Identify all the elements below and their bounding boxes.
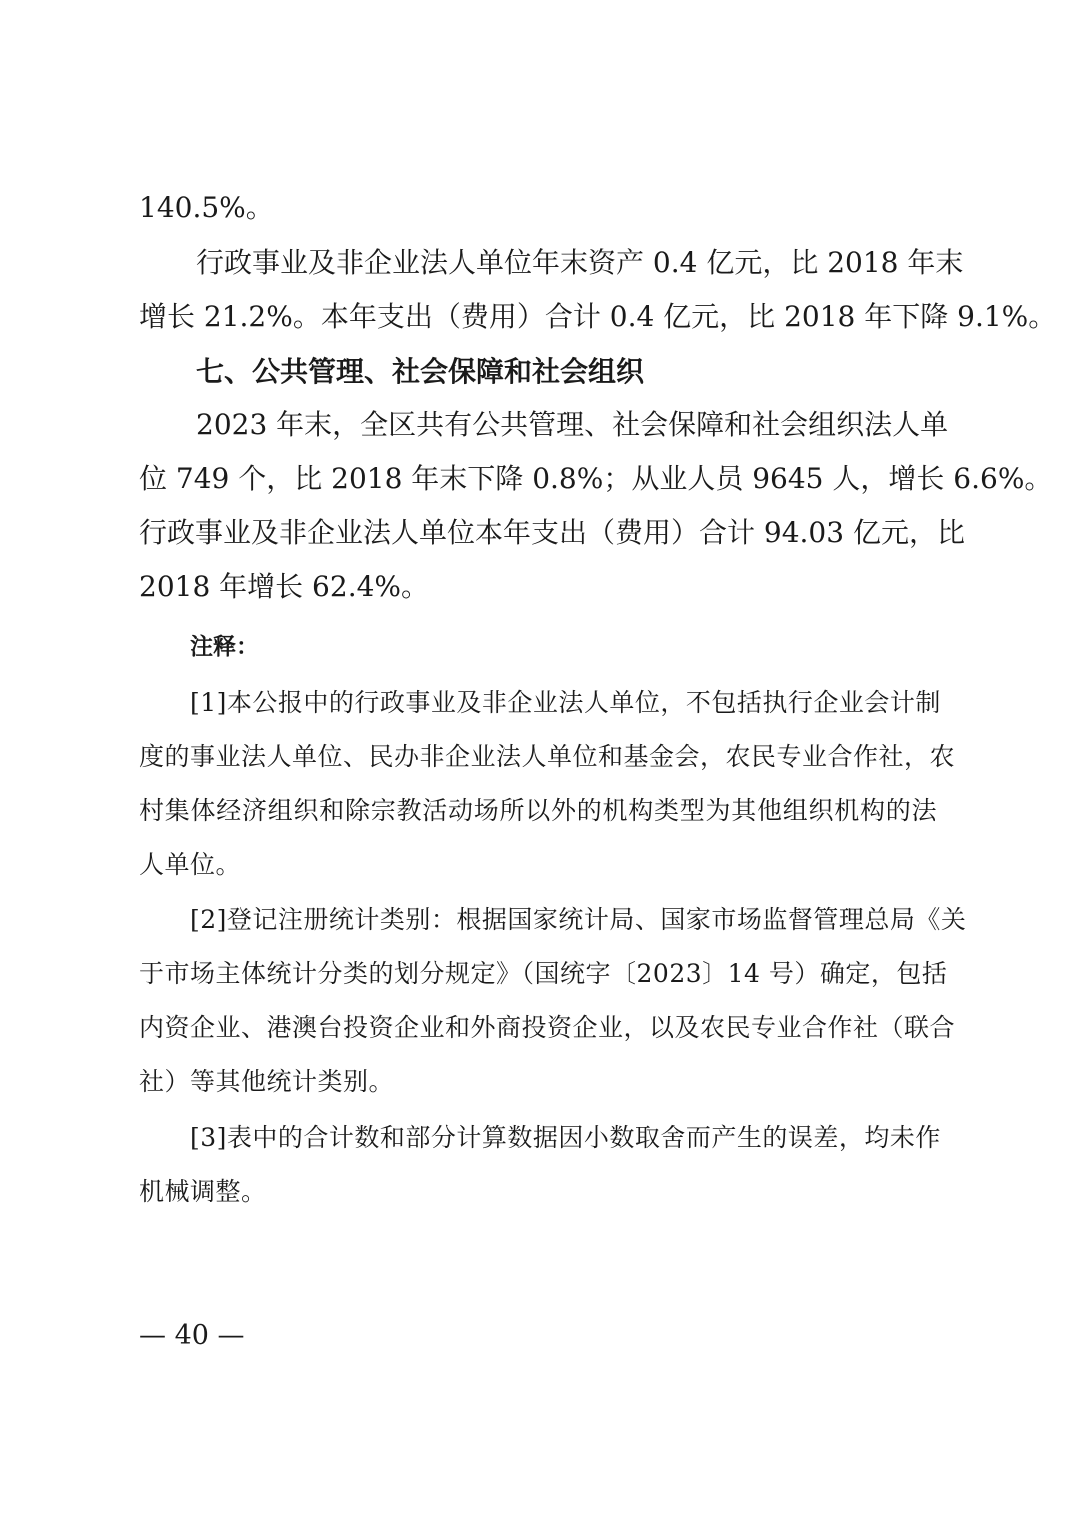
- note-line: 人单位。: [139, 850, 242, 879]
- note-line: 度的事业法人单位、民办非企业法人单位和基金会，农民专业合作社，农: [139, 742, 956, 771]
- page-number: — 40 —: [139, 1320, 245, 1351]
- note-line: 内资企业、港澳台投资企业和外商投资企业，以及农民专业合作社（联合: [139, 1013, 956, 1042]
- paragraph-line: 2018 年增长 62.4%。: [139, 570, 430, 603]
- note-line: [2]登记注册统计类别：根据国家统计局、国家市场监督管理总局《关: [190, 905, 967, 934]
- note-line: [3]表中的合计数和部分计算数据因小数取舍而产生的误差，均未作: [190, 1123, 941, 1152]
- note-line: 村集体经济组织和除宗教活动场所以外的机构类型为其他组织机构的法: [139, 796, 937, 825]
- notes-title: 注释：: [190, 634, 259, 660]
- paragraph-line: 2023 年末，全区共有公共管理、社会保障和社会组织法人单: [196, 408, 949, 441]
- paragraph-line: 行政事业及非企业法人单位年末资产 0.4 亿元，比 2018 年末: [196, 246, 964, 279]
- paragraph-line: 位 749 个，比 2018 年末下降 0.8%；从业人员 9645 人，增长 6.6%。: [139, 462, 1053, 495]
- paragraph-line: 增长 21.2%。本年支出（费用）合计 0.4 亿元，比 2018 年下降 9.1%。: [139, 300, 1057, 333]
- note-line: 于市场主体统计分类的划分规定》（国统字〔2023〕14 号）确定，包括: [139, 959, 948, 988]
- paragraph-line: 140.5%。: [139, 191, 274, 224]
- note-line: 机械调整。: [139, 1177, 267, 1206]
- note-line: [1]本公报中的行政事业及非企业法人单位，不包括执行企业会计制: [190, 688, 941, 717]
- note-line: 社）等其他统计类别。: [139, 1067, 395, 1096]
- section-heading: 七、公共管理、社会保障和社会组织: [196, 355, 645, 388]
- paragraph-line: 行政事业及非企业法人单位本年支出（费用）合计 94.03 亿元，比: [139, 516, 965, 549]
